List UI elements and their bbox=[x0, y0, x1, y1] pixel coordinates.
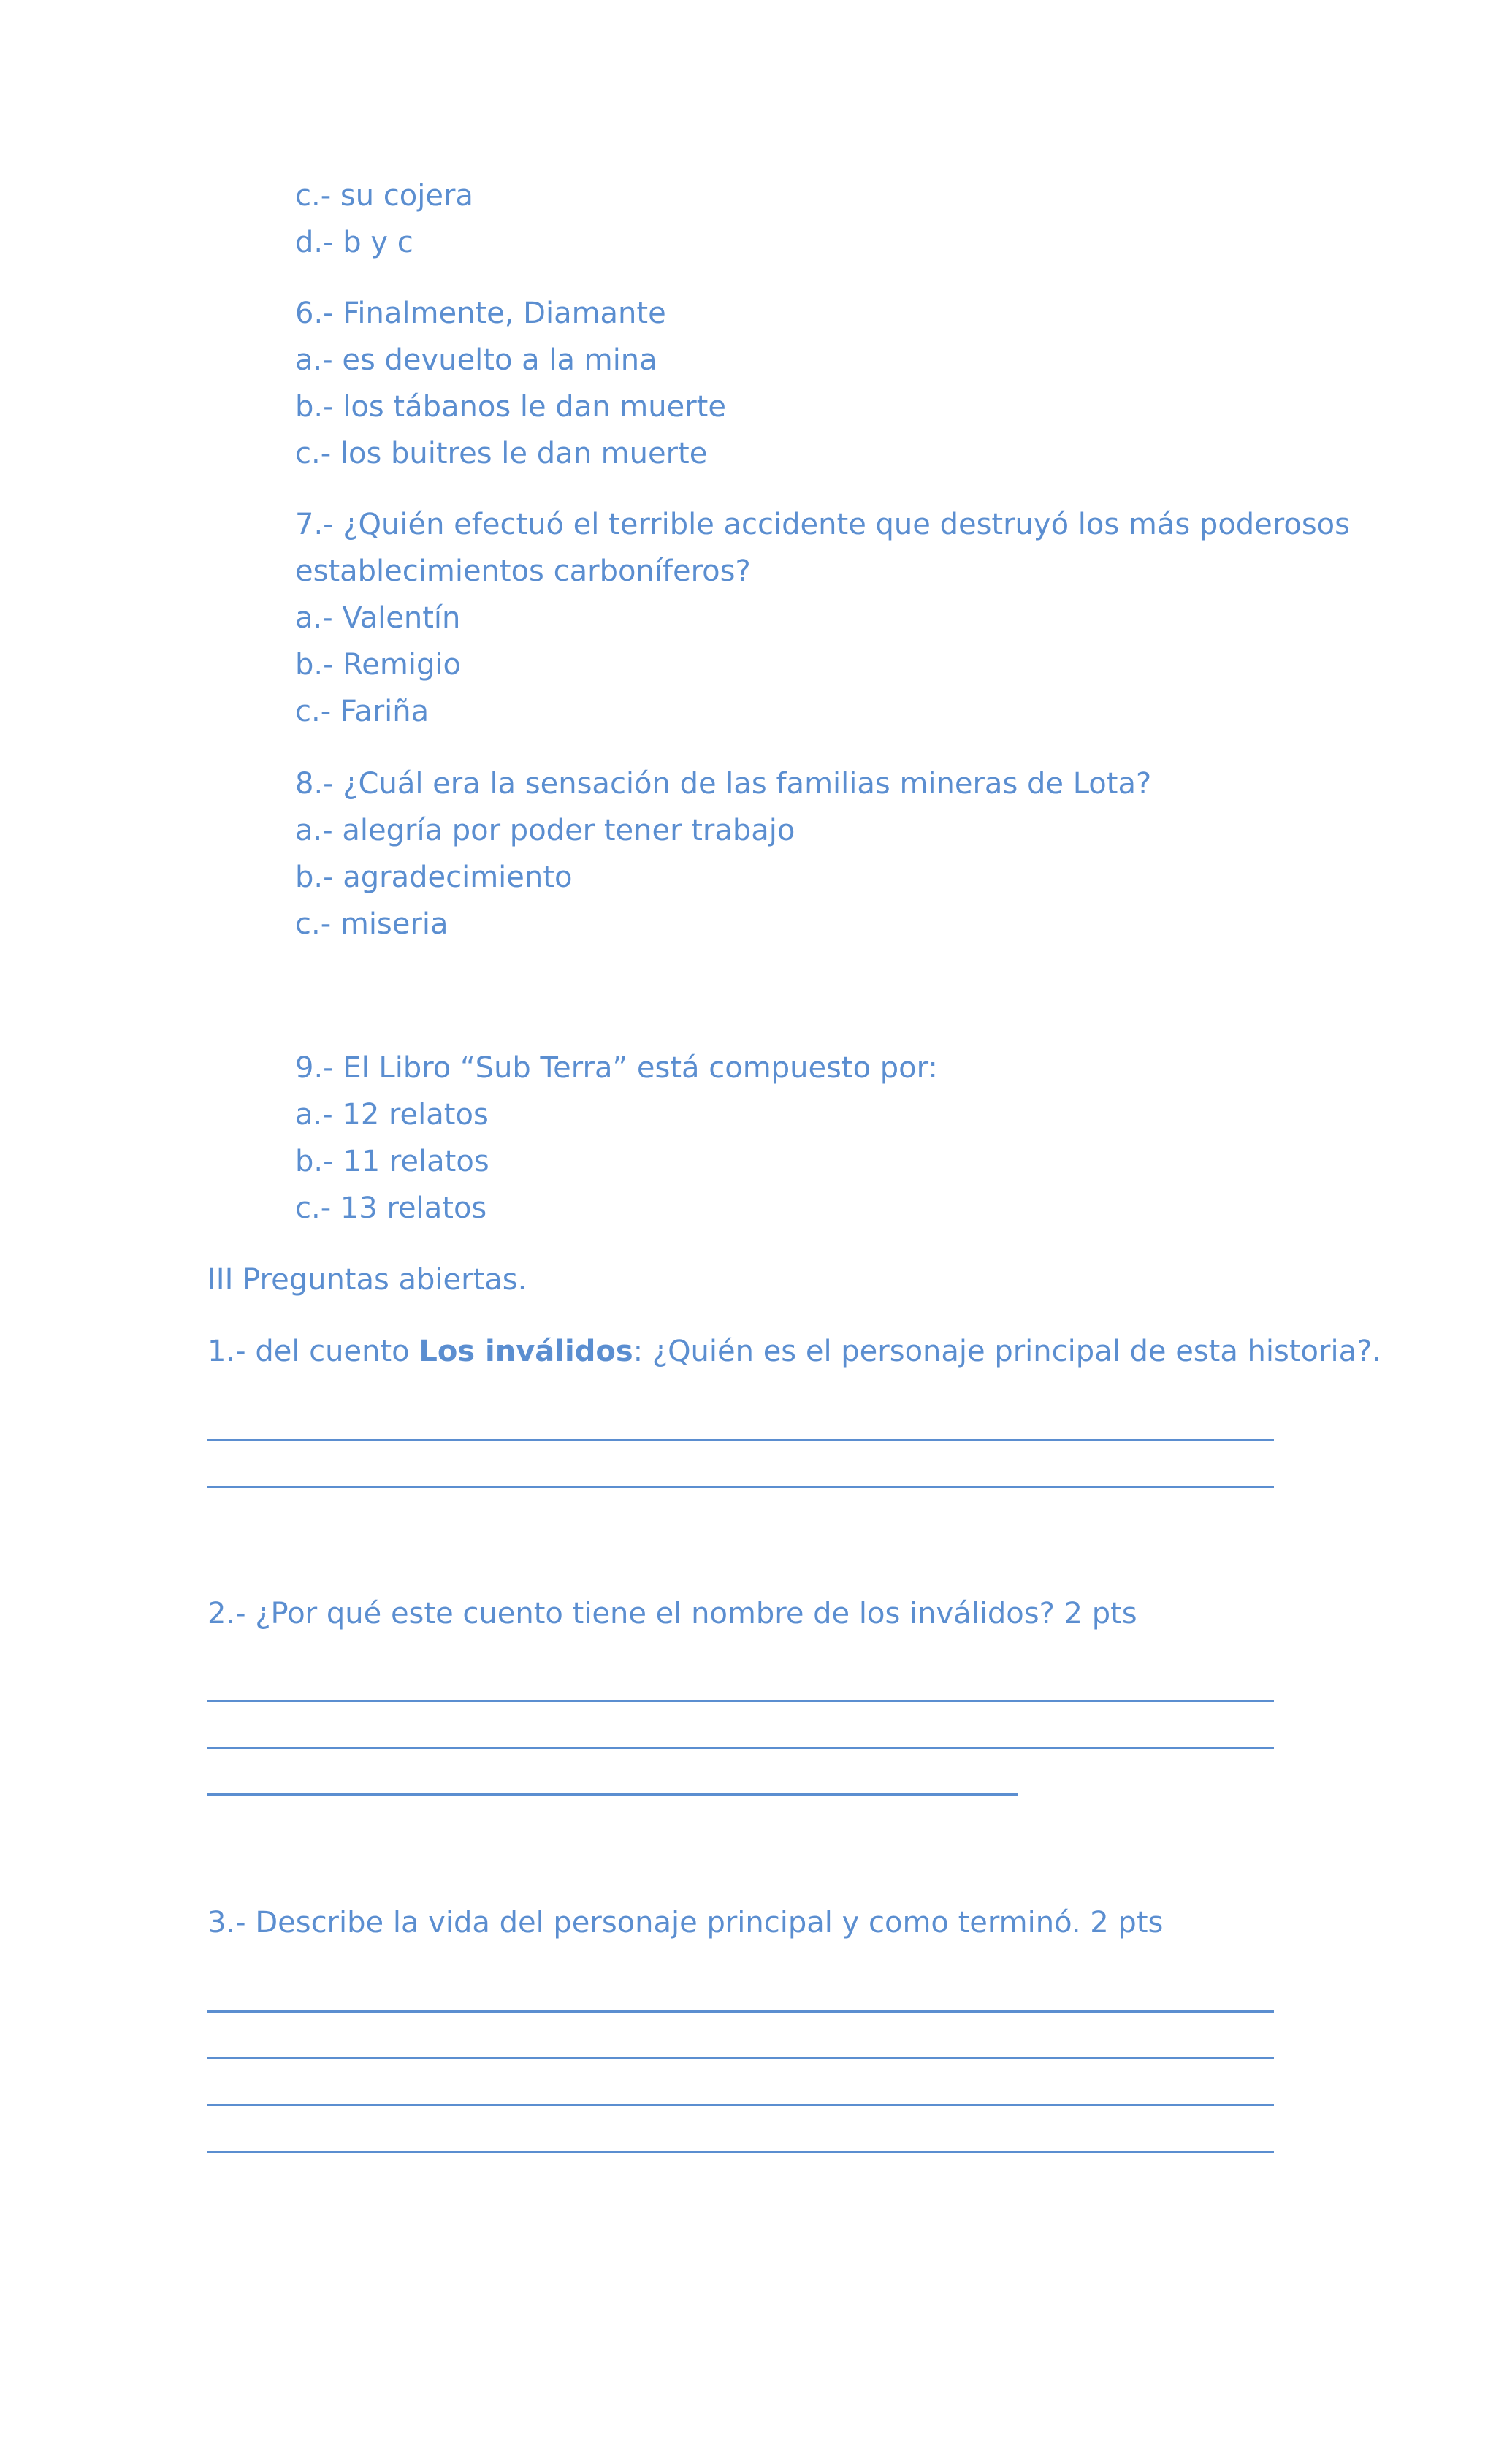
q7-option-b: b.- Remigio bbox=[295, 648, 461, 682]
q6-stem: 6.- Finalmente, Diamante bbox=[295, 297, 666, 330]
open-question-1-prefix: 1.- del cuento bbox=[207, 1335, 419, 1368]
open-question-1 bbox=[207, 1328, 1381, 1375]
q5-option-c: c.- su cojera bbox=[295, 179, 473, 213]
q8-option-c: c.- miseria bbox=[295, 907, 449, 941]
answer-line[interactable] bbox=[207, 2104, 1274, 2106]
q8-option-b: b.- agradecimiento bbox=[295, 861, 573, 894]
q7-option-c: c.- Fariña bbox=[295, 695, 430, 728]
q7-stem-line1: 7.- ¿Quién efectuó el terrible accidente que destruyó los más poderosos bbox=[295, 508, 1350, 541]
q6-option-c: c.- los buitres le dan muerte bbox=[295, 437, 708, 470]
open-question-3: 3.- Describe la vida del personaje principal y como terminó. 2 pts bbox=[207, 1906, 1164, 1939]
q5-option-d: d.- b y c bbox=[295, 226, 413, 259]
q6-option-b: b.- los tábanos le dan muerte bbox=[295, 390, 726, 424]
q9-stem: 9.- El Libro “Sub Terra” está compuesto por: bbox=[295, 1051, 938, 1085]
answer-line[interactable] bbox=[207, 1439, 1274, 1441]
open-question-2: 2.- ¿Por qué este cuento tiene el nombre de los inválidos? 2 pts bbox=[207, 1597, 1137, 1630]
answer-line[interactable] bbox=[207, 1793, 1018, 1796]
answer-line[interactable] bbox=[207, 1486, 1274, 1488]
open-question-1-suffix: : ¿Quién es el personaje principal de esta historia?. bbox=[633, 1335, 1382, 1368]
story-title: Los inválidos bbox=[419, 1335, 633, 1368]
q8-stem: 8.- ¿Cuál era la sensación de las familias mineras de Lota? bbox=[295, 767, 1152, 801]
q6-option-a: a.- es devuelto a la mina bbox=[295, 343, 657, 377]
answer-line[interactable] bbox=[207, 1700, 1274, 1702]
q7-option-a: a.- Valentín bbox=[295, 601, 461, 635]
answer-line[interactable] bbox=[207, 2151, 1274, 2153]
q8-option-a: a.- alegría por poder tener trabajo bbox=[295, 814, 795, 847]
answer-line[interactable] bbox=[207, 2057, 1274, 2059]
answer-line[interactable] bbox=[207, 2010, 1274, 2013]
section-title: III Preguntas abiertas. bbox=[207, 1263, 527, 1297]
answer-line[interactable] bbox=[207, 1747, 1274, 1749]
q7-stem-line2: establecimientos carboníferos? bbox=[295, 554, 751, 588]
q9-option-a: a.- 12 relatos bbox=[295, 1098, 489, 1132]
q9-option-b: b.- 11 relatos bbox=[295, 1145, 489, 1178]
q9-option-c: c.- 13 relatos bbox=[295, 1191, 487, 1225]
